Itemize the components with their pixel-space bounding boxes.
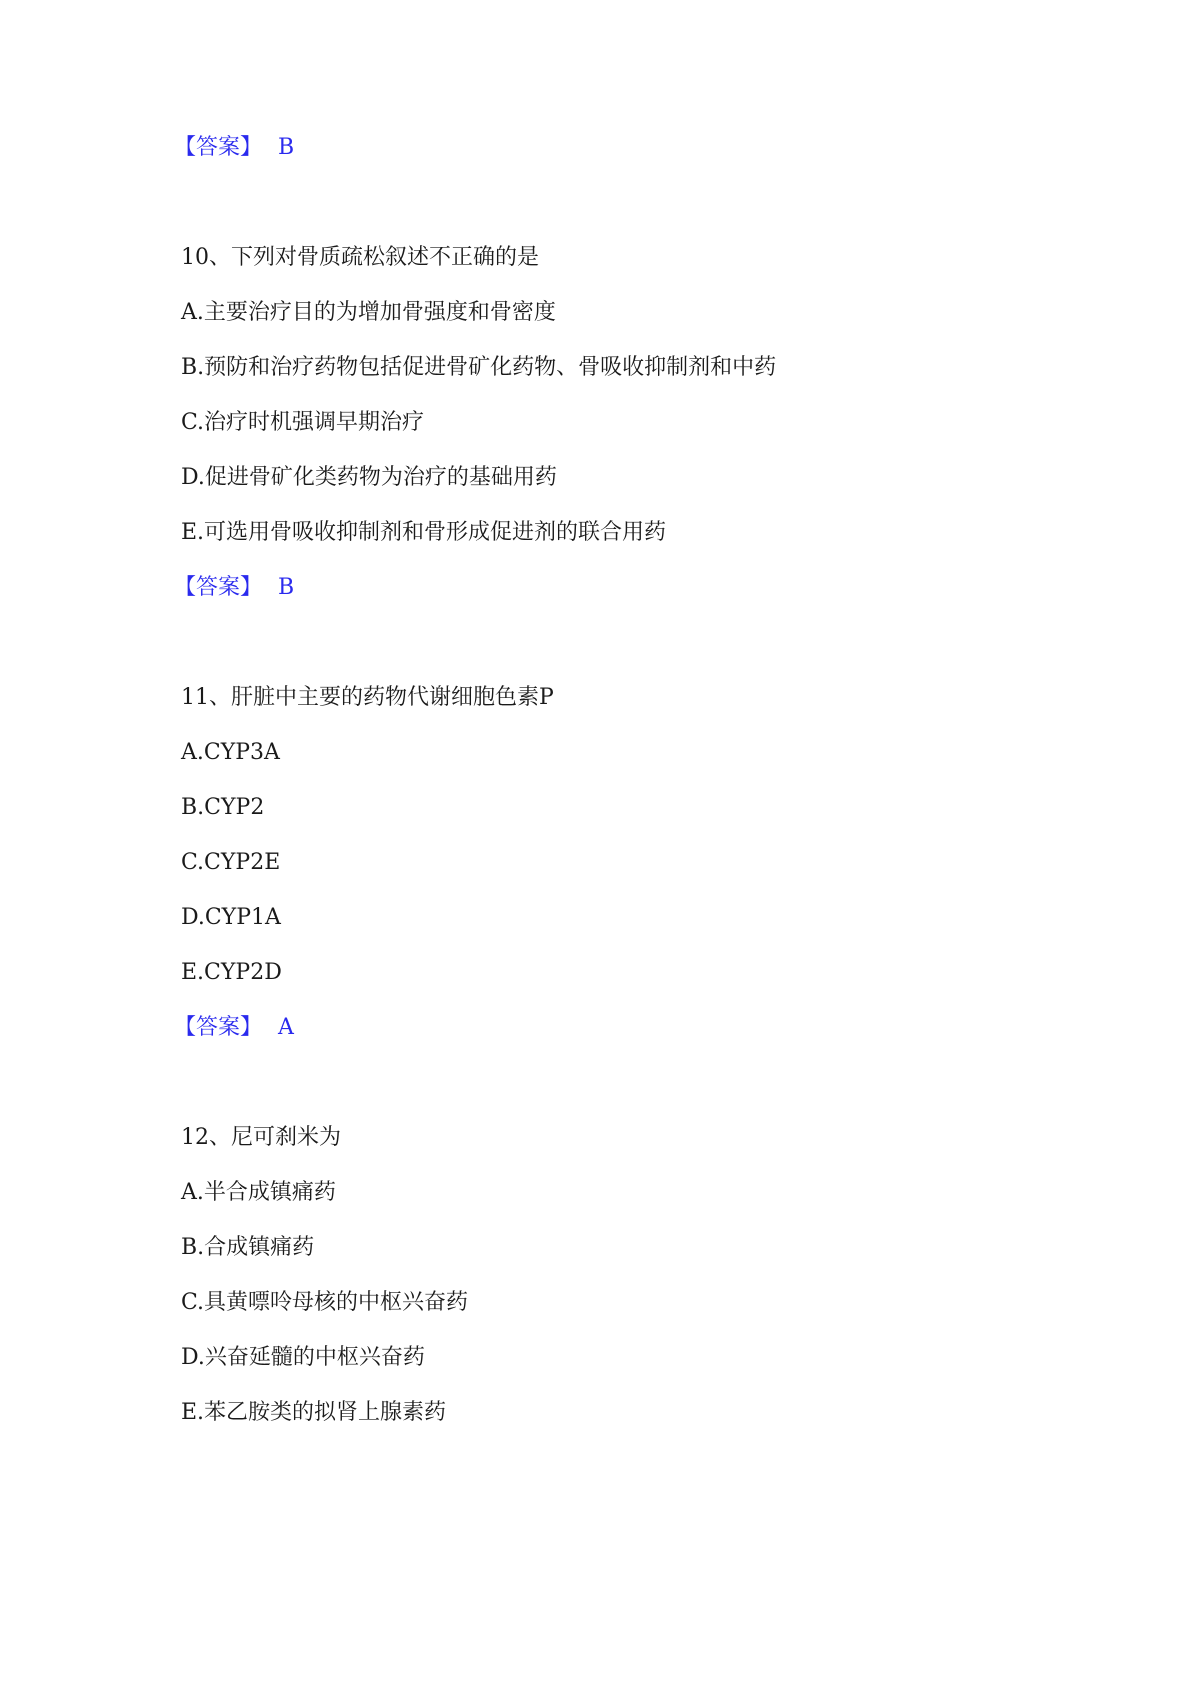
- option-c: C.CYP2E: [181, 850, 281, 875]
- answer-line: [174, 134, 294, 162]
- answer-line: [174, 574, 294, 602]
- answer-tag: 【答案】: [174, 1015, 263, 1040]
- option-d: D.CYP1A: [181, 905, 281, 930]
- option-a: A.主要治疗目的为增加骨强度和骨密度: [181, 300, 556, 325]
- option-d: D.兴奋延髓的中枢兴奋药: [181, 1345, 425, 1370]
- question-stem: 10、下列对骨质疏松叙述不正确的是: [181, 245, 539, 270]
- option-b: B.合成镇痛药: [181, 1235, 315, 1260]
- option-e: E.苯乙胺类的拟肾上腺素药: [181, 1400, 447, 1425]
- question-stem: 12、尼可刹米为: [181, 1125, 341, 1150]
- answer-tag: 【答案】: [174, 135, 263, 160]
- option-a: A.CYP3A: [181, 740, 280, 765]
- option-b: B.CYP2: [181, 795, 265, 820]
- option-d: D.促进骨矿化类药物为治疗的基础用药: [181, 465, 557, 490]
- option-c: C.具黄嘌呤母核的中枢兴奋药: [181, 1290, 469, 1315]
- answer-tag: 【答案】: [174, 575, 263, 600]
- answer-value: B: [278, 575, 295, 600]
- answer-line: [174, 1014, 294, 1042]
- answer-value: A: [278, 1015, 294, 1040]
- question-stem: 11、肝脏中主要的药物代谢细胞色素P: [181, 685, 554, 710]
- answer-value: B: [278, 135, 295, 160]
- option-e: E.可选用骨吸收抑制剂和骨形成促进剂的联合用药: [181, 520, 667, 545]
- option-b: B.预防和治疗药物包括促进骨矿化药物、骨吸收抑制剂和中药: [181, 355, 777, 380]
- option-c: C.治疗时机强调早期治疗: [181, 410, 425, 435]
- option-e: E.CYP2D: [181, 960, 282, 985]
- option-a: A.半合成镇痛药: [181, 1180, 336, 1205]
